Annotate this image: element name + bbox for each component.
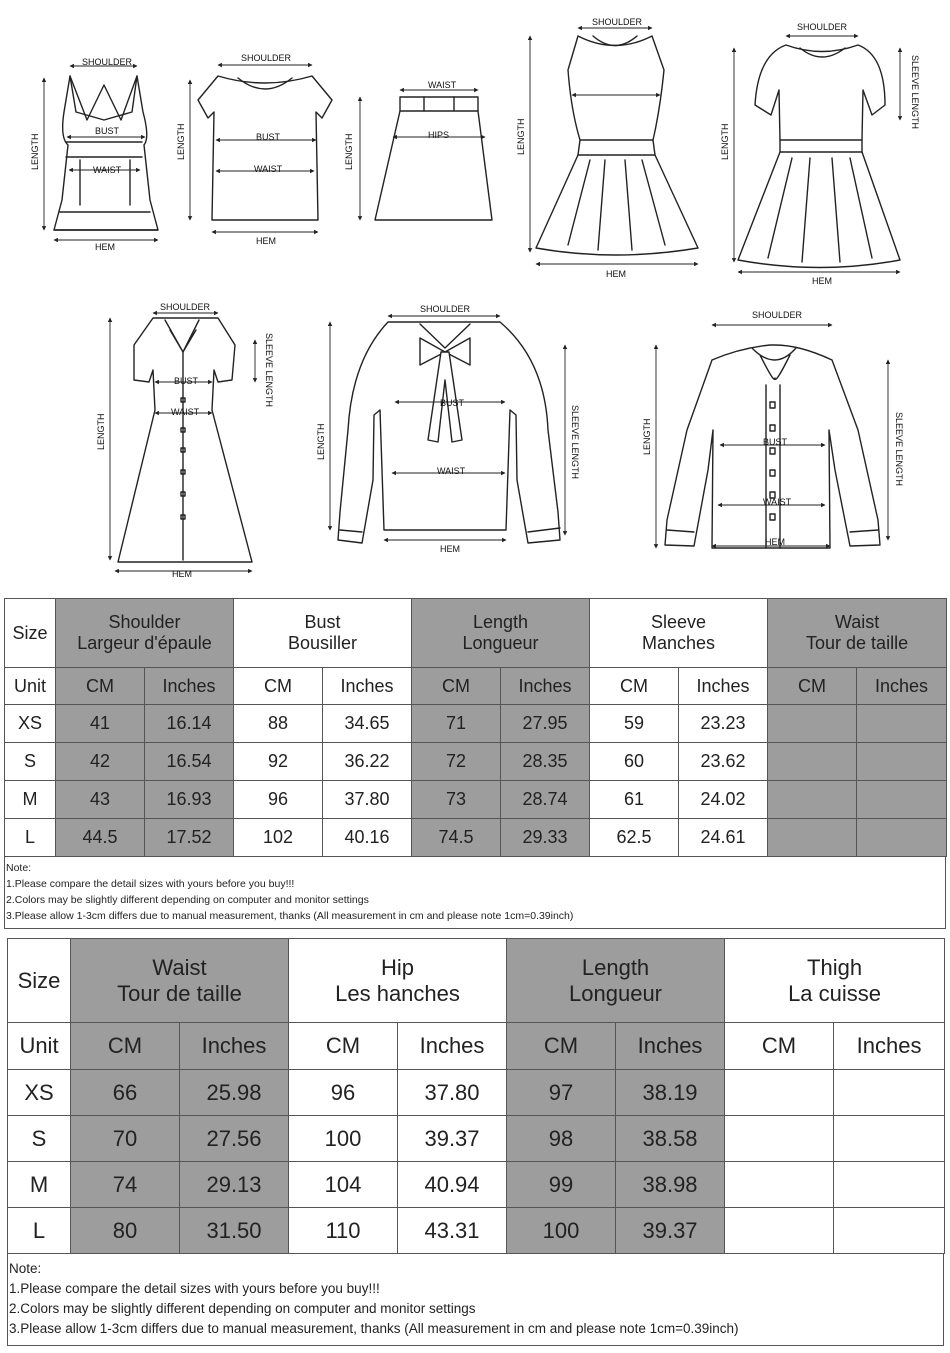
value-cell: 59	[590, 705, 679, 743]
value-cell	[857, 705, 947, 743]
value-cell: 97	[507, 1070, 616, 1116]
value-cell: 62.5	[590, 819, 679, 857]
value-cell: 34.65	[323, 705, 412, 743]
waist-header: Waist Tour de taille	[71, 939, 289, 1023]
unit-cm: CM	[725, 1023, 834, 1070]
label-bust: BUST	[174, 376, 199, 386]
label-length: LENGTH	[642, 418, 652, 455]
value-cell: 37.80	[398, 1070, 507, 1116]
value-cell: 42	[56, 743, 145, 781]
unit-inches: Inches	[398, 1023, 507, 1070]
note-block-tops	[6, 860, 573, 924]
label-shoulder: SHOULDER	[160, 302, 211, 312]
value-cell: 36.22	[323, 743, 412, 781]
note-line: 1.Please compare the detail sizes with yours before you buy!!!	[9, 1281, 380, 1296]
note-line: 3.Please allow 1-3cm differs due to manual measurement, thanks (All measurement in cm and please note 1cm=0.39inch)	[9, 1321, 739, 1336]
value-cell: 98	[507, 1116, 616, 1162]
table-row	[8, 1070, 945, 1116]
label-waist: WAIST	[93, 165, 122, 175]
value-cell: 24.02	[679, 781, 768, 819]
sleeve-header: Sleeve Manches	[590, 599, 768, 668]
unit-inches: Inches	[180, 1023, 289, 1070]
table-row	[8, 1116, 945, 1162]
label-shoulder: SHOULDER	[592, 17, 643, 27]
value-cell: 24.61	[679, 819, 768, 857]
tshirt-diagram	[176, 53, 332, 246]
unit-label: Unit	[5, 668, 56, 705]
unit-inches: Inches	[501, 668, 590, 705]
value-cell: 96	[289, 1070, 398, 1116]
label-length: LENGTH	[516, 118, 526, 155]
value-cell: 17.52	[145, 819, 234, 857]
value-cell: 16.14	[145, 705, 234, 743]
size-cell: S	[8, 1116, 71, 1162]
note-line: 3.Please allow 1-3cm differs due to manual measurement, thanks (All measurement in cm and please note 1cm=0.39inch)	[6, 910, 574, 922]
value-cell: 66	[71, 1070, 180, 1116]
skirt-diagram	[344, 80, 492, 220]
note-line: 2.Colors may be slightly different depending on computer and monitor settings	[9, 1301, 476, 1316]
unit-inches: Inches	[679, 668, 768, 705]
label-shoulder: SHOULDER	[420, 304, 471, 314]
value-cell: 43.31	[398, 1208, 507, 1254]
value-cell: 31.50	[180, 1208, 289, 1254]
label-length: LENGTH	[96, 413, 106, 450]
unit-inches: Inches	[834, 1023, 945, 1070]
value-cell	[725, 1116, 834, 1162]
label-sleeve-length: SLEEVE LENGTH	[264, 333, 274, 408]
puff-sleeve-dress-diagram	[720, 22, 920, 286]
value-cell: 23.62	[679, 743, 768, 781]
value-cell: 38.58	[616, 1116, 725, 1162]
value-cell: 110	[289, 1208, 398, 1254]
size-header: Size	[5, 599, 56, 668]
table-row	[5, 781, 947, 819]
value-cell: 27.95	[501, 705, 590, 743]
camisole-diagram	[30, 57, 158, 252]
table-row	[5, 705, 947, 743]
unit-inches: Inches	[145, 668, 234, 705]
length-header: Length Longueur	[507, 939, 725, 1023]
value-cell: 43	[56, 781, 145, 819]
value-cell: 100	[289, 1116, 398, 1162]
unit-row	[5, 668, 947, 705]
label-bust: BUST	[95, 126, 120, 136]
label-length: LENGTH	[344, 133, 354, 170]
table-row	[8, 1208, 945, 1254]
size-cell: M	[8, 1162, 71, 1208]
value-cell: 23.23	[679, 705, 768, 743]
value-cell	[834, 1162, 945, 1208]
waist-header: Waist Tour de taille	[768, 599, 947, 668]
unit-inches: Inches	[323, 668, 412, 705]
value-cell	[857, 781, 947, 819]
label-shoulder: SHOULDER	[241, 53, 292, 63]
label-waist: WAIST	[171, 407, 200, 417]
label-shoulder: SHOULDER	[82, 57, 133, 67]
value-cell	[834, 1208, 945, 1254]
unit-cm: CM	[590, 668, 679, 705]
unit-cm: CM	[234, 668, 323, 705]
label-waist: WAIST	[437, 466, 466, 476]
value-cell: 96	[234, 781, 323, 819]
value-cell: 29.13	[180, 1162, 289, 1208]
note-block-bottoms	[9, 1259, 739, 1339]
table-header-row	[5, 599, 947, 668]
bow-blouse-diagram	[316, 304, 580, 554]
value-cell: 28.74	[501, 781, 590, 819]
value-cell	[725, 1070, 834, 1116]
unit-cm: CM	[289, 1023, 398, 1070]
bust-header: Bust Bousiller	[234, 599, 412, 668]
value-cell: 40.94	[398, 1162, 507, 1208]
value-cell: 39.37	[398, 1116, 507, 1162]
size-cell: S	[5, 743, 56, 781]
sleeveless-dress-diagram	[516, 17, 698, 279]
value-cell: 29.33	[501, 819, 590, 857]
table-header-row	[8, 939, 945, 1023]
value-cell	[768, 781, 857, 819]
label-sleeve-length: SLEEVE LENGTH	[894, 412, 904, 487]
shirt-dress-diagram	[96, 302, 274, 579]
label-sleeve-length: SLEEVE LENGTH	[570, 405, 580, 480]
label-bust: BUST	[763, 437, 788, 447]
value-cell: 80	[71, 1208, 180, 1254]
label-bust: BUST	[440, 398, 465, 408]
value-cell	[834, 1070, 945, 1116]
value-cell: 72	[412, 743, 501, 781]
label-length: LENGTH	[316, 423, 326, 460]
note-title: Note:	[6, 862, 32, 874]
unit-inches: Inches	[857, 668, 947, 705]
label-hem: HEM	[606, 269, 626, 279]
unit-row	[8, 1023, 945, 1070]
shoulder-header: Shoulder Largeur d'épaule	[56, 599, 234, 668]
value-cell	[768, 819, 857, 857]
label-hips: HIPS	[428, 130, 450, 140]
unit-inches: Inches	[616, 1023, 725, 1070]
garment-measurement-diagrams	[0, 0, 950, 592]
thigh-header: Thigh La cuisse	[725, 939, 945, 1023]
value-cell: 73	[412, 781, 501, 819]
label-length: LENGTH	[30, 133, 40, 170]
value-cell: 102	[234, 819, 323, 857]
label-shoulder: SHOULDER	[752, 310, 803, 320]
unit-cm: CM	[56, 668, 145, 705]
value-cell: 37.80	[323, 781, 412, 819]
value-cell: 99	[507, 1162, 616, 1208]
value-cell: 16.54	[145, 743, 234, 781]
label-hem: HEM	[256, 236, 276, 246]
value-cell: 71	[412, 705, 501, 743]
label-hem: HEM	[440, 544, 460, 554]
table-row	[5, 743, 947, 781]
value-cell: 28.35	[501, 743, 590, 781]
value-cell	[768, 705, 857, 743]
unit-cm: CM	[507, 1023, 616, 1070]
value-cell: 104	[289, 1162, 398, 1208]
value-cell: 27.56	[180, 1116, 289, 1162]
note-line: 2.Colors may be slightly different depending on computer and monitor settings	[6, 894, 369, 906]
value-cell: 39.37	[616, 1208, 725, 1254]
value-cell: 16.93	[145, 781, 234, 819]
table-row	[5, 819, 947, 857]
value-cell: 60	[590, 743, 679, 781]
value-cell: 92	[234, 743, 323, 781]
value-cell	[857, 819, 947, 857]
value-cell	[725, 1208, 834, 1254]
length-header: Length Longueur	[412, 599, 590, 668]
value-cell: 61	[590, 781, 679, 819]
size-cell: XS	[5, 705, 56, 743]
size-cell: M	[5, 781, 56, 819]
value-cell: 38.98	[616, 1162, 725, 1208]
label-hem: HEM	[172, 569, 192, 579]
value-cell: 40.16	[323, 819, 412, 857]
value-cell: 41	[56, 705, 145, 743]
value-cell: 38.19	[616, 1070, 725, 1116]
size-cell: L	[8, 1208, 71, 1254]
value-cell	[768, 743, 857, 781]
label-length: LENGTH	[176, 123, 186, 160]
hip-header: Hip Les hanches	[289, 939, 507, 1023]
note-line: 1.Please compare the detail sizes with yours before you buy!!!	[6, 878, 295, 890]
note-title: Note:	[9, 1261, 42, 1276]
unit-cm: CM	[71, 1023, 180, 1070]
label-waist: WAIST	[254, 164, 283, 174]
size-table-tops	[4, 598, 947, 857]
value-cell: 88	[234, 705, 323, 743]
value-cell	[834, 1116, 945, 1162]
value-cell: 25.98	[180, 1070, 289, 1116]
label-waist: WAIST	[763, 497, 792, 507]
value-cell: 44.5	[56, 819, 145, 857]
label-waist: WAIST	[428, 80, 457, 90]
label-shoulder: SHOULDER	[797, 22, 848, 32]
size-table-bottoms	[7, 938, 945, 1254]
value-cell: 70	[71, 1116, 180, 1162]
table-row	[8, 1162, 945, 1208]
unit-cm: CM	[768, 668, 857, 705]
label-sleeve-length: SLEEVE LENGTH	[910, 55, 920, 130]
unit-label: Unit	[8, 1023, 71, 1070]
unit-cm: CM	[412, 668, 501, 705]
button-shirt-diagram	[642, 310, 904, 548]
size-cell: L	[5, 819, 56, 857]
value-cell: 100	[507, 1208, 616, 1254]
label-hem: HEM	[765, 537, 785, 547]
value-cell	[725, 1162, 834, 1208]
value-cell: 74	[71, 1162, 180, 1208]
label-length: LENGTH	[720, 123, 730, 160]
value-cell: 74.5	[412, 819, 501, 857]
size-header: Size	[8, 939, 71, 1023]
label-hem: HEM	[95, 242, 115, 252]
label-bust: BUST	[256, 132, 281, 142]
value-cell	[857, 743, 947, 781]
label-hem: HEM	[812, 276, 832, 286]
size-cell: XS	[8, 1070, 71, 1116]
